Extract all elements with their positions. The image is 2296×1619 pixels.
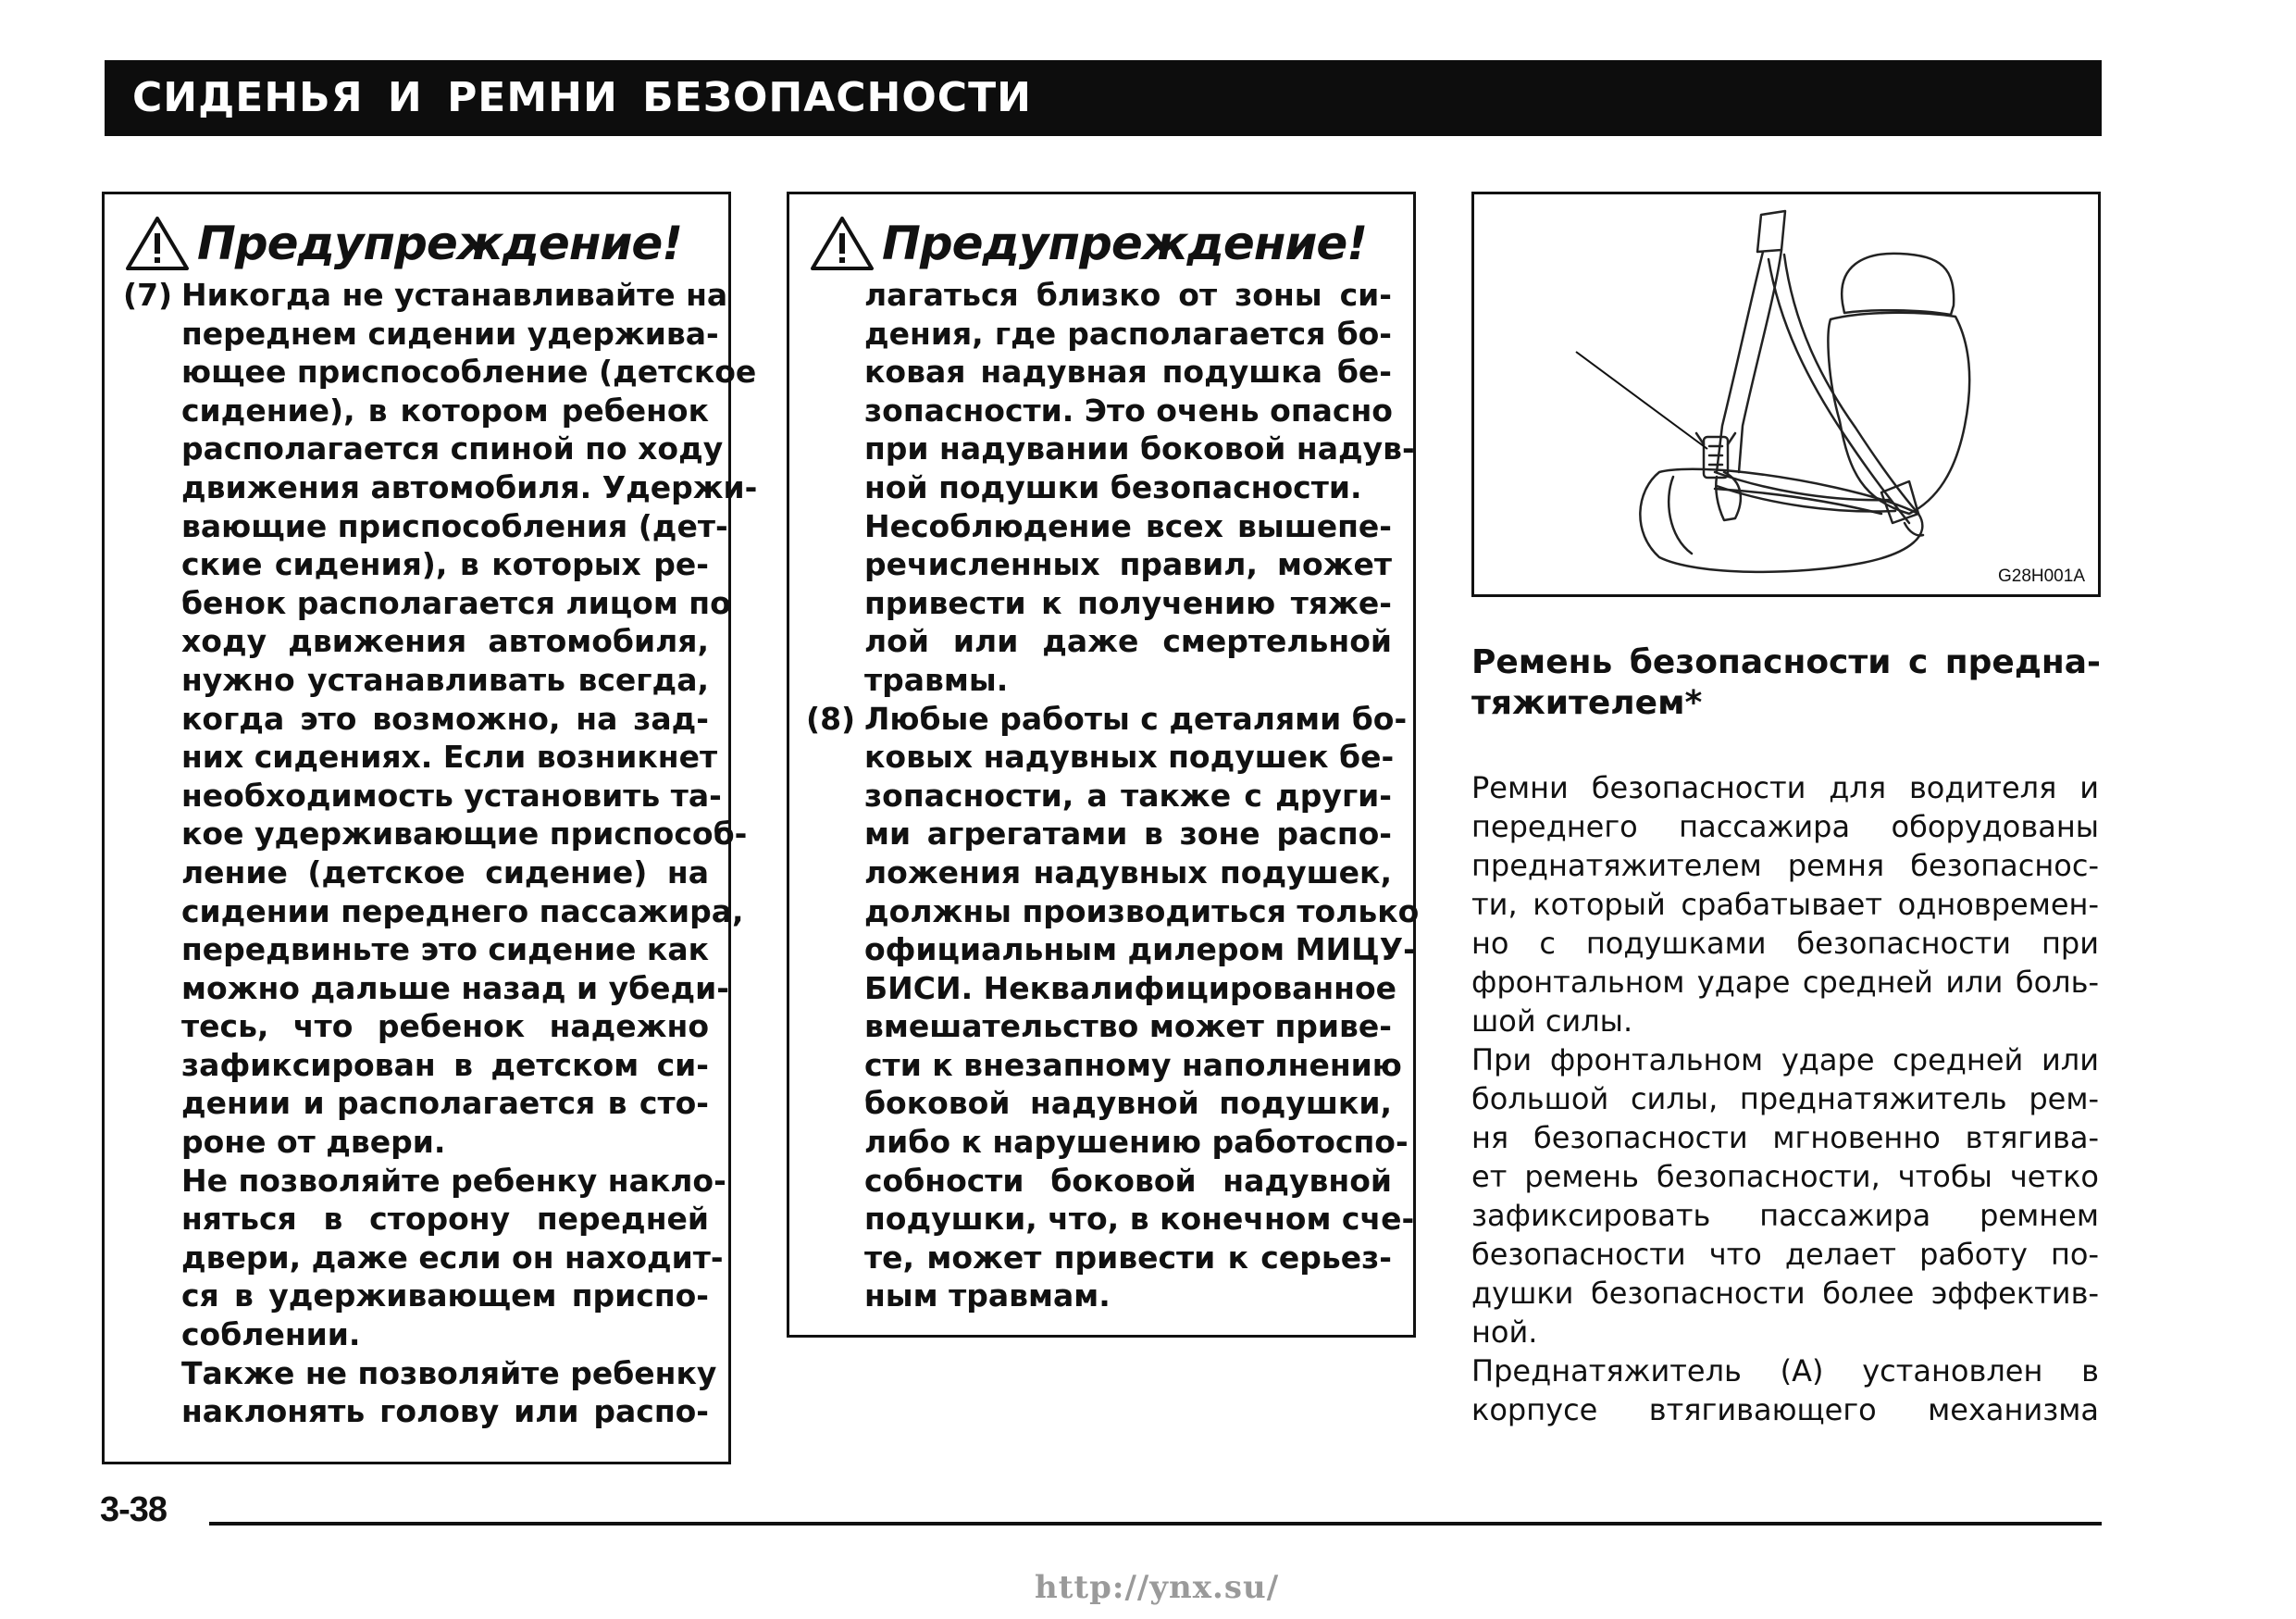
body-line: фронтальном ударе средней или боль- (1471, 965, 2099, 1000)
warning-line-text: официальным дилером МИЦУ- (864, 931, 1416, 968)
warning-line-text: движения автомобиля. Удержи- (181, 468, 758, 505)
item-number: (8) (806, 700, 856, 737)
warning-line (123, 1007, 709, 1046)
warning-heading (810, 211, 1367, 276)
warning-line (123, 1277, 709, 1315)
warning-line-text: располагается спиной по ходу (181, 430, 724, 467)
body-line: ной. (1471, 1314, 1538, 1350)
warning-line (123, 853, 709, 892)
warning-line (123, 430, 724, 468)
warning-line (806, 430, 1415, 468)
body-line: ти, который срабатывает одновремен- (1471, 887, 2099, 922)
warning-line (806, 1046, 1402, 1085)
warning-line-text: лагаться близко от зоны си- (864, 277, 1392, 313)
warning-line-text: те, может привести к серьез- (864, 1239, 1392, 1276)
seat-with-belt-illustration (1474, 194, 2098, 594)
warning-line (806, 1123, 1409, 1162)
warning-line (123, 777, 722, 816)
warning-line (123, 622, 709, 661)
warning-line-text: дении и располагается в сто- (181, 1085, 709, 1122)
body-line: зафиксировать пассажира ремнем (1471, 1198, 2099, 1233)
warning-line (806, 276, 1392, 315)
warning-line (806, 777, 1392, 816)
warning-line-text: можно дальше назад и убеди- (181, 969, 729, 1006)
warning-line-text: соблении. (181, 1316, 361, 1353)
warning-line-text: бенок располагается лицом по (181, 584, 731, 621)
warning-line-text: ление (детское сидение) на (181, 853, 709, 890)
warning-line (806, 507, 1392, 546)
warning-line (806, 1084, 1392, 1123)
warning-box-1 (102, 192, 758, 1464)
warning-line-text: собности боковой надувной (864, 1162, 1392, 1199)
warning-line-text: роне от двери. (181, 1124, 446, 1161)
body-line: Преднатяжитель (А) установлен в (1471, 1353, 2099, 1389)
warning-line-text: ным травмам. (864, 1277, 1111, 1314)
warning-line (806, 892, 1420, 931)
item-number: (7) (123, 277, 173, 313)
body-line: корпусе втягивающего механизма (1471, 1392, 2099, 1427)
warning-line (123, 545, 709, 584)
body-line: ня безопасности мгновенно втягива- (1471, 1120, 2099, 1155)
warning-line-text: сидении переднего пассажира, (181, 892, 744, 929)
warning-line-text: Также не позволяйте ребенку (181, 1354, 717, 1391)
warning-line-text: травмы. (864, 661, 1009, 698)
body-line: Ремни безопасности для водителя и (1471, 770, 2099, 805)
warning-line (806, 930, 1416, 969)
warning-line (806, 969, 1397, 1008)
body-line: переднего пассажира оборудованы (1471, 809, 2099, 844)
warning-line (123, 1123, 709, 1162)
warning-line (123, 584, 731, 623)
warning-line (123, 892, 744, 931)
warning-line-text: лой или даже смертельной (864, 623, 1392, 660)
body-line: душки безопасности более эффектив- (1471, 1276, 2099, 1311)
warning-line-text: Несоблюдение всех вышепе- (864, 507, 1392, 544)
warning-triangle-icon (810, 215, 875, 272)
warning-line-text: сти к внезапному наполнению (864, 1046, 1402, 1083)
warning-line (123, 1315, 709, 1354)
warning-line (123, 1239, 724, 1277)
warning-line-text: ские сидения), в которых ре- (181, 546, 709, 583)
warning-line-text: должны производиться только (864, 892, 1420, 929)
warning-line (123, 1200, 709, 1239)
warning-line-text: привести к получению тяже- (864, 584, 1392, 621)
warning-line-text: при надувании боковой надув- (864, 430, 1415, 467)
warning-line (806, 815, 1392, 853)
warning-line (123, 1084, 709, 1123)
warning-line-text: зопасности. Это очень опасно (864, 392, 1393, 429)
warning-line-text: дения, где располагается бо- (864, 315, 1392, 352)
warning-triangle-icon (125, 215, 190, 272)
warning-line (123, 468, 758, 507)
warning-line-text: передвиньте это сидение как (181, 931, 709, 968)
warning-line (123, 738, 718, 777)
warning-line (806, 1239, 1392, 1277)
body-line: ет ремень безопасности, чтобы четко (1471, 1159, 2099, 1194)
warning-line-text: кое удерживающие приспособ- (181, 816, 748, 853)
warning-line-text: БИСИ. Неквалифицированное (864, 969, 1397, 1006)
warning-line (806, 738, 1395, 777)
warning-line (806, 584, 1392, 623)
warning-line-text: речисленных правил, может (864, 546, 1392, 583)
warning-line (806, 661, 1392, 700)
warning-line-text: переднем сидении удержива- (181, 315, 719, 352)
section-header-bar (105, 60, 2102, 136)
warning-line (806, 1200, 1415, 1239)
warning-title: Предупреждение! (197, 217, 683, 270)
warning-line (806, 545, 1392, 584)
watermark-url: http://ynx.su/ (1035, 1569, 1280, 1606)
warning-title: Предупреждение! (882, 217, 1368, 270)
warning-line (123, 353, 757, 392)
warning-line (123, 507, 728, 546)
warning-line (806, 392, 1392, 430)
warning-text-2 (806, 276, 1420, 1315)
warning-heading (125, 211, 682, 276)
warning-line-text: них сидениях. Если возникнет (181, 739, 718, 776)
warning-line-text: либо к нарушению работоспо- (864, 1124, 1409, 1161)
warning-line-text: Не позволяйте ребенку накло- (181, 1162, 726, 1199)
warning-line-text: ложения надувных подушек, (864, 853, 1392, 890)
warning-line (806, 853, 1392, 892)
warning-line-text: наклонять голову или распо- (181, 1393, 709, 1430)
footer-rule (209, 1522, 2102, 1526)
body-line: большой силы, преднатяжитель рем- (1471, 1081, 2099, 1116)
warning-line-text: ющее приспособление (детское (181, 354, 757, 391)
warning-line-text: ся в удерживающем приспо- (181, 1277, 709, 1314)
warning-line (123, 315, 719, 354)
heading-line: Ремень безопасности с предна- (1471, 643, 2101, 681)
body-line: преднатяжителем ремня безопаснос- (1471, 848, 2099, 883)
warning-line (806, 315, 1392, 354)
warning-line-text: сидение), в котором ребенок (181, 392, 709, 429)
warning-line-text: ходу движения автомобиля, (181, 623, 709, 660)
section-heading (1471, 642, 2101, 724)
warning-line (806, 700, 1408, 739)
warning-line (123, 1392, 709, 1431)
warning-line (806, 1162, 1392, 1201)
body-line: При фронтальном ударе средней или (1471, 1042, 2099, 1077)
page-number: 3-38 (100, 1490, 168, 1529)
warning-line (123, 1046, 709, 1085)
warning-box-2 (787, 192, 1420, 1338)
warning-line-text: подушки, что, в конечном сче- (864, 1201, 1415, 1238)
warning-line-text: когда это возможно, на зад- (181, 700, 709, 737)
warning-line-text: вающие приспособления (дет- (181, 507, 728, 544)
warning-line (123, 661, 709, 700)
heading-line: тяжителем* (1471, 684, 1703, 722)
warning-line-text: Любые работы с деталями бо- (864, 700, 1408, 737)
warning-line (123, 1354, 717, 1393)
body-line: но с подушками безопасности при (1471, 926, 2099, 961)
warning-line (806, 1007, 1392, 1046)
figure-code: G28H001A (1997, 567, 2085, 586)
warning-line (123, 392, 709, 430)
warning-line (806, 468, 1392, 507)
warning-line (123, 930, 709, 969)
warning-line (123, 815, 748, 853)
warning-line (123, 700, 709, 739)
warning-line (806, 353, 1392, 392)
warning-line-text: необходимость установить та- (181, 777, 722, 814)
warning-line-text: вмешательство может приве- (864, 1008, 1392, 1045)
warning-line (123, 276, 728, 315)
warning-line-text: няться в сторону передней (181, 1201, 709, 1238)
warning-line-text: ми агрегатами в зоне распо- (864, 816, 1392, 853)
warning-line (123, 1162, 726, 1201)
warning-text-1 (123, 276, 758, 1431)
warning-line-text: зафиксирован в детском си- (181, 1046, 709, 1083)
warning-line (806, 1277, 1392, 1315)
warning-line (123, 969, 729, 1008)
warning-line-text: нужно устанавливать всегда, (181, 661, 709, 698)
warning-line-text: ковых надувных подушек бе- (864, 739, 1395, 776)
seatbelt-figure (1471, 192, 2101, 597)
warning-line-text: ковая надувная подушка бе- (864, 354, 1392, 391)
warning-line-text: Никогда не устанавливайте на (181, 277, 728, 313)
page-title: СИДЕНЬЯ И РЕМНИ БЕЗОПАСНОСТИ (132, 74, 1032, 121)
warning-line-text: двери, даже если он находит- (181, 1239, 724, 1276)
warning-line-text: ной подушки безопасности. (864, 468, 1362, 505)
warning-line (806, 622, 1392, 661)
body-line: шой силы. (1471, 1003, 1633, 1039)
warning-line-text: боковой надувной подушки, (864, 1085, 1392, 1122)
body-line: безопасности что делает работу по- (1471, 1237, 2099, 1272)
warning-line-text: зопасности, а также с други- (864, 777, 1392, 814)
section-body-text (1471, 768, 2099, 1429)
warning-line-text: тесь, что ребенок надежно (181, 1008, 709, 1045)
